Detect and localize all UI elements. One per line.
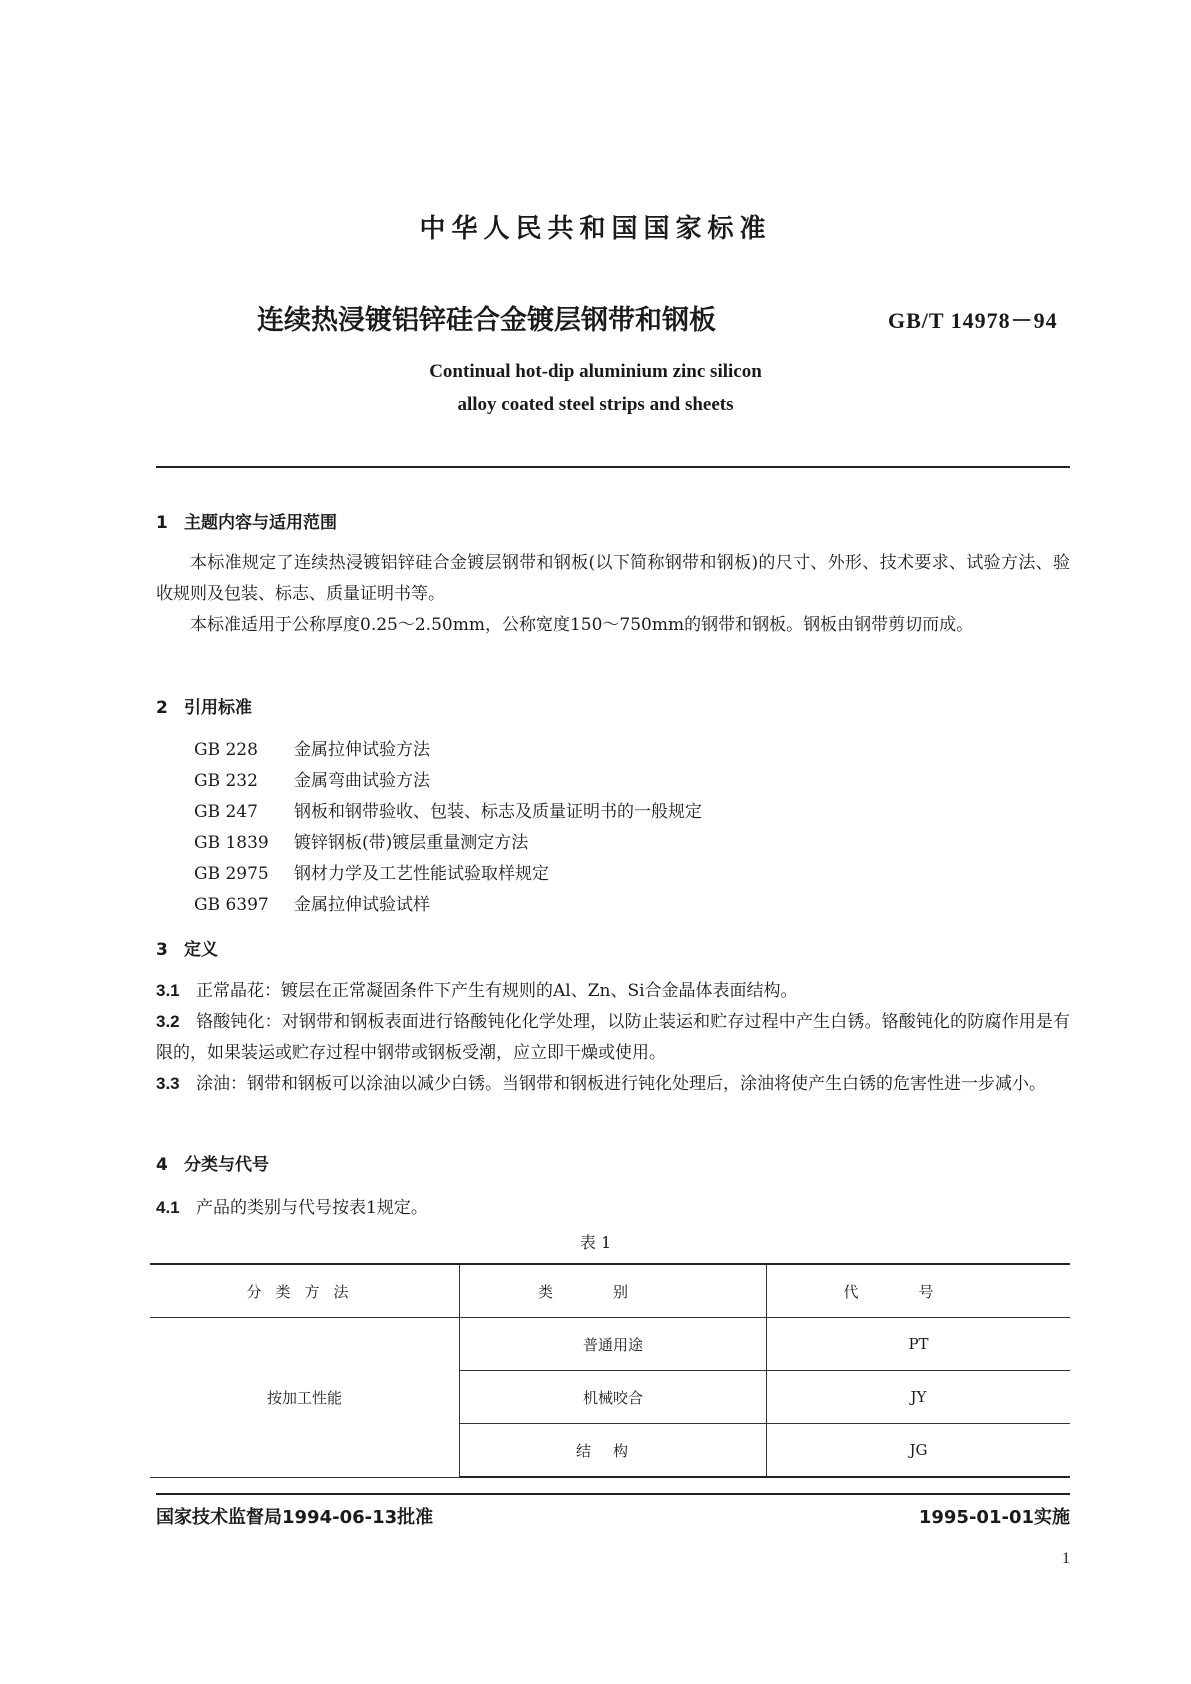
title-en-line-2: alloy coated steel strips and sheets	[457, 394, 734, 415]
table-cell-group: 按加工性能	[150, 1318, 460, 1478]
section-number: 3	[156, 940, 168, 960]
ref-name: 钢材力学及工艺性能试验取样规定	[294, 864, 549, 884]
classification-table	[150, 1263, 1070, 1478]
ref-name: 镀锌钢板(带)镀层重量测定方法	[294, 833, 529, 853]
clause-number: 3.1	[156, 981, 180, 1000]
ref-name: 金属拉伸试验试样	[294, 895, 430, 915]
section-title: 分类与代号	[184, 1155, 269, 1175]
list-item	[194, 859, 702, 890]
clause-number: 3.2	[156, 1012, 180, 1031]
section-title: 主题内容与适用范围	[184, 513, 337, 533]
section-1-heading	[156, 508, 337, 533]
approval-line: 国家技术监督局1994-06-13批准	[156, 1507, 434, 1528]
clause-3-3	[156, 1068, 1070, 1100]
ref-code: GB 247	[194, 802, 258, 822]
section-number: 4	[156, 1155, 168, 1175]
table-cell-category: 机械咬合	[460, 1371, 767, 1424]
table-cell-category: 普通用途	[460, 1318, 767, 1371]
table-row	[150, 1318, 1070, 1371]
list-item	[194, 766, 702, 797]
clause-text: 产品的类别与代号按表1规定。	[196, 1198, 428, 1218]
document-title-cn: 连续热浸镀铝锌硅合金镀层钢带和钢板	[257, 305, 716, 336]
section-title: 定义	[184, 940, 218, 960]
table-caption: 表 1	[579, 1233, 612, 1252]
column-header: 类别	[460, 1264, 767, 1318]
list-item	[194, 890, 702, 921]
document-title-en	[0, 355, 1191, 421]
table-cell-category: 结构	[460, 1424, 767, 1478]
page-number: 1	[1062, 1550, 1070, 1567]
section-4-heading	[156, 1150, 269, 1175]
national-standard-heading: 中华人民共和国国家标准	[419, 214, 772, 244]
clause-3-1	[156, 975, 1070, 1007]
column-header: 代号	[767, 1264, 1071, 1318]
section-number: 1	[156, 513, 168, 533]
title-en-line-1: Continual hot-dip aluminium zinc silicon	[429, 361, 762, 382]
list-item	[194, 797, 702, 828]
section-3-heading	[156, 935, 218, 960]
clause-3-2	[156, 1006, 1070, 1069]
section-1-paragraph-2: 本标准适用于公称厚度0.25～2.50mm，公称宽度150～750mm的钢带和钢板。钢板由钢带剪切而成。	[190, 615, 974, 635]
ref-name: 金属弯曲试验方法	[294, 771, 430, 791]
clause-text: 正常晶花：镀层在正常凝固条件下产生有规则的Al、Zn、Si合金晶体表面结构。	[196, 981, 798, 1001]
table-header-row	[150, 1264, 1070, 1318]
clause-4-1	[156, 1192, 1070, 1224]
clause-text: 铬酸钝化：对钢带和钢板表面进行铬酸钝化化学处理，以防止装运和贮存过程中产生白锈。铬酸钝化的防腐作用是有限的，如果装运或贮存过程中钢带或钢板受潮，应立即干燥或使用。	[156, 1012, 1070, 1063]
clause-number: 3.3	[156, 1074, 180, 1093]
ref-code: GB 232	[194, 771, 258, 791]
table-cell-code: JY	[767, 1371, 1071, 1424]
ref-name: 钢板和钢带验收、包装、标志及质量证明书的一般规定	[294, 802, 702, 822]
standard-number: GB/T 14978－94	[888, 308, 1058, 333]
table-cell-code: JG	[767, 1424, 1071, 1478]
clause-text: 涂油：钢带和钢板可以涂油以减少白锈。当钢带和钢板进行钝化处理后，涂油将使产生白锈的危害性进一步减小。	[196, 1074, 1046, 1094]
ref-code: GB 2975	[194, 864, 269, 884]
header-rule	[156, 466, 1070, 468]
ref-code: GB 1839	[194, 833, 269, 853]
ref-code: GB 6397	[194, 895, 269, 915]
list-item	[194, 735, 702, 766]
footer-rule	[156, 1493, 1070, 1495]
ref-name: 金属拉伸试验方法	[294, 740, 430, 760]
section-number: 2	[156, 698, 168, 718]
section-title: 引用标准	[184, 698, 252, 718]
table-cell-code: PT	[767, 1318, 1071, 1371]
section-2-heading	[156, 693, 252, 718]
ref-code: GB 228	[194, 740, 258, 760]
column-header: 分类方法	[150, 1264, 460, 1318]
section-1-paragraph-1: 本标准规定了连续热浸镀铝锌硅合金镀层钢带和钢板(以下简称钢带和钢板)的尺寸、外形、技术要求、试验方法、验收规则及包装、标志、质量证明书等。	[156, 553, 1070, 604]
implementation-date: 1995-01-01实施	[918, 1507, 1070, 1528]
clause-number: 4.1	[156, 1198, 180, 1217]
referenced-standards-list	[194, 735, 702, 921]
list-item	[194, 828, 702, 859]
